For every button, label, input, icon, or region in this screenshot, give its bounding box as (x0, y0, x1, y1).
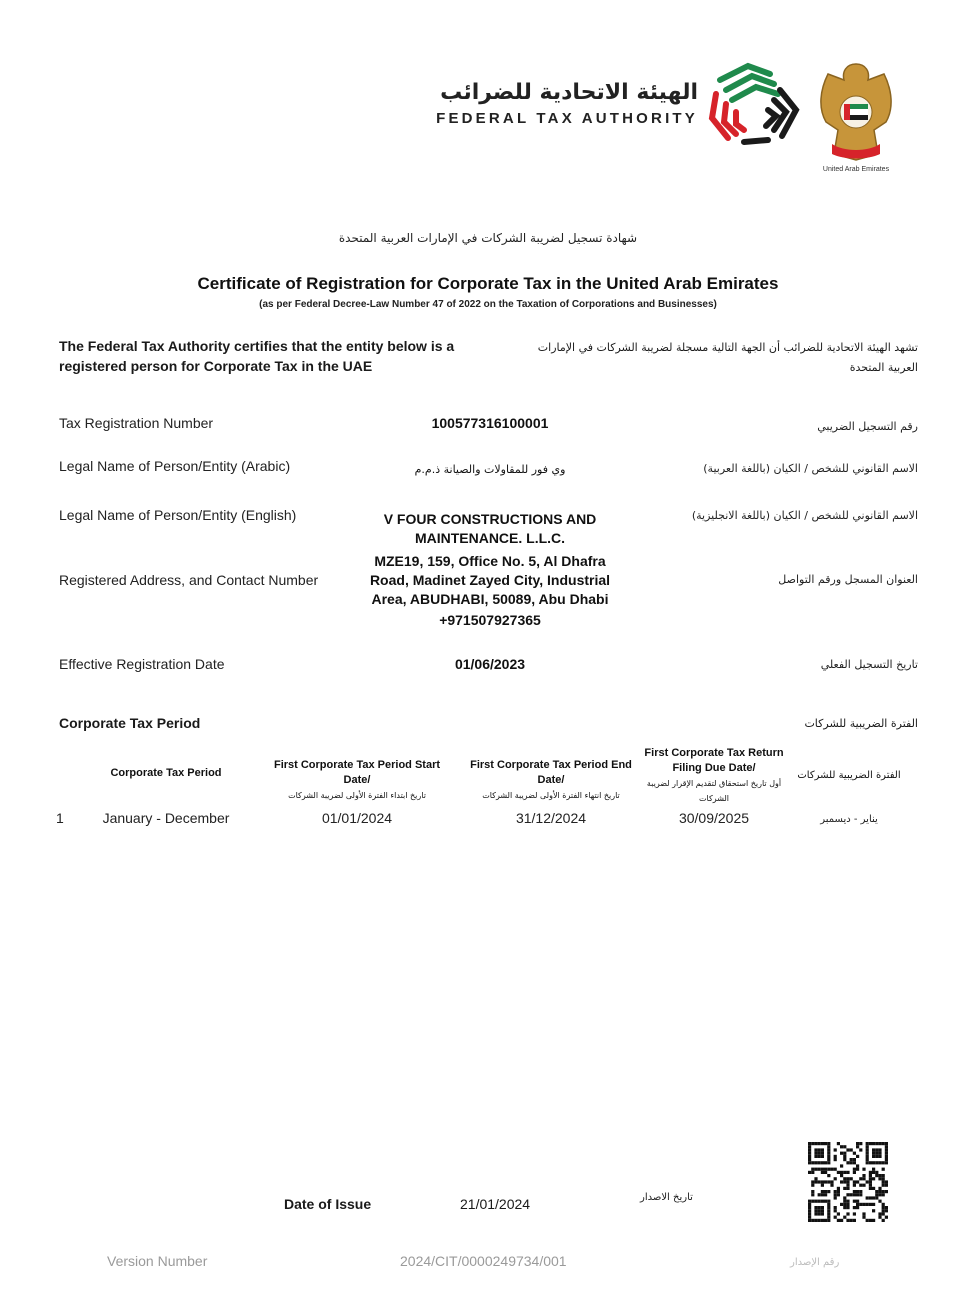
row-index: 1 (56, 810, 64, 826)
col-header-end-ar: تاريخ انتهاء الفترة الأولى لضريبة الشركات (482, 791, 620, 800)
row-period: January - December (102, 810, 230, 826)
effective-date-label: Effective Registration Date (59, 656, 225, 672)
intro-statement-english: The Federal Tax Authority certifies that the entity below is a registered person for Corporate Tax in the UAE (59, 338, 455, 374)
issue-date-label-arabic: تاريخ الاصدار (640, 1192, 693, 1203)
row-start-date: 01/01/2024 (321, 810, 393, 826)
fta-name-arabic: الهيئة الاتحادية للضرائب (440, 80, 698, 105)
effective-date-label-arabic: تاريخ التسجيل الفعلي (820, 658, 918, 671)
tax-period-title: Corporate Tax Period (59, 715, 201, 731)
version-label-arabic: رقم الإصدار (790, 1257, 840, 1268)
intro-statement-arabic: تشهد الهيئة الاتحادية للضرائب أن الجهة التالية مسجلة لضريبة الشركات في الإمارات العربية المتحدة (537, 341, 918, 374)
col-header-period: Corporate Tax Period (110, 767, 222, 779)
effective-date-value: 01/06/2023 (454, 656, 526, 672)
certificate-subtitle: (as per Federal Decree-Law Number 47 of 2022 on the Taxation of Corporations and Businesses) (259, 299, 717, 310)
name-arabic-label: Legal Name of Person/Entity (Arabic) (59, 458, 291, 474)
col-header-due-en: First Corporate Tax Return Filing Due Date/ (644, 747, 784, 774)
trn-label: Tax Registration Number (59, 415, 214, 431)
tax-period-title-arabic: الفترة الضريبية للشركات (804, 717, 918, 730)
qr-code-icon (808, 1142, 888, 1222)
address-value: MZE19, 159, Office No. 5, Al Dhafra Road, Madinet Zayed City, Industrial Area, ABUDHABI, 50089, Abu Dhabi (369, 553, 611, 607)
uae-emblem-icon (814, 60, 898, 166)
name-english-label-arabic: الاسم القانوني للشخص / الكيان (باللغة الانجليزية) (691, 509, 918, 522)
row-end-date: 31/12/2024 (515, 810, 587, 826)
col-header-due-ar: أول تاريخ استحقاق لتقديم الإقرار لضريبة الشركات (646, 779, 782, 803)
phone-value: +971507927365 (439, 612, 541, 628)
name-arabic-label-arabic: الاسم القانوني للشخص / الكيان (باللغة العربية) (703, 462, 918, 475)
col-header-start-en: First Corporate Tax Period Start Date/ (273, 759, 441, 786)
trn-label-arabic: رقم التسجيل الضريبي (817, 420, 918, 433)
row-period-arabic: يناير - ديسمبر (820, 814, 878, 825)
name-english-value: V FOUR CONSTRUCTIONS AND MAINTENANCE. L.L.C. (383, 511, 597, 546)
issue-date-value: 21/01/2024 (460, 1196, 531, 1212)
fta-name-english: FEDERAL TAX AUTHORITY (436, 110, 698, 127)
col-header-end (460, 758, 642, 803)
col-header-period-arabic: الفترة الضريبية للشركات (797, 770, 901, 781)
version-value: 2024/CIT/0000249734/001 (400, 1253, 567, 1269)
name-arabic-value: وي فور للمقاولات والصيانة ذ.م.م (414, 463, 566, 476)
col-header-start (262, 758, 452, 803)
col-header-start-ar: تاريخ ابتداء الفترة الأولى لضريبة الشركات (288, 791, 426, 800)
issue-date-label: Date of Issue (284, 1196, 372, 1212)
address-label: Registered Address, and Contact Number (59, 572, 319, 588)
certificate-title-arabic: شهادة تسجيل لضريبة الشركات في الإمارات العربية المتحدة (338, 231, 638, 245)
emblem-caption: United Arab Emirates (822, 166, 890, 173)
row-due-date: 30/09/2025 (678, 810, 750, 826)
fta-logo-icon (708, 60, 802, 148)
version-label: Version Number (107, 1253, 208, 1269)
address-label-arabic: العنوان المسجل ورقم التواصل (778, 573, 918, 586)
name-english-label: Legal Name of Person/Entity (English) (59, 507, 297, 523)
col-header-due (644, 746, 784, 806)
trn-value: 100577316100001 (431, 415, 549, 431)
col-header-end-en: First Corporate Tax Period End Date/ (470, 759, 632, 786)
certificate-title: Certificate of Registration for Corporate Tax in the United Arab Emirates (197, 274, 779, 293)
